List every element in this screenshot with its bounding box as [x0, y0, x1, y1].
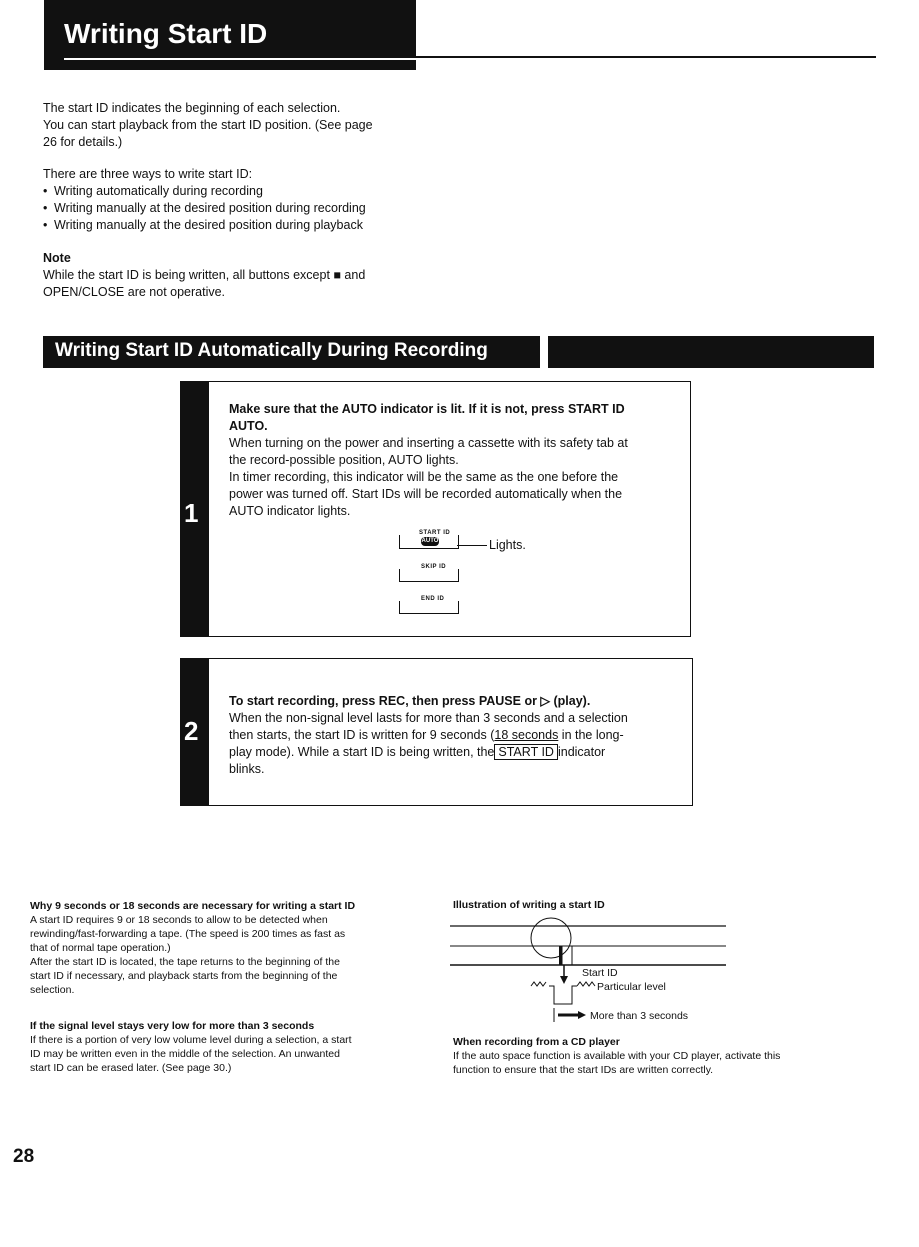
cd-line: If the auto space function is available with your CD player, activate this: [453, 1050, 781, 1062]
indicator-label: END ID: [421, 596, 445, 602]
section-rule: [548, 336, 874, 368]
cd-block: [453, 1035, 853, 1077]
page-title-bar: [44, 0, 416, 70]
low-level-line: ID may be written even in the middle of the selection. An unwanted: [30, 1048, 340, 1060]
title-rule: [416, 56, 876, 58]
list-item: • Writing manually at the desired position during playback: [43, 217, 443, 234]
more-than-label: More than 3 seconds: [590, 1010, 689, 1022]
step-1-text: [229, 401, 679, 520]
step-1-body-line: the record-possible position, AUTO lights.: [229, 453, 459, 467]
step-2-text: [229, 693, 684, 778]
auto-lamp: AUTO: [421, 538, 439, 544]
skip-id-indicator: [399, 564, 459, 582]
step-1-heading: Make sure that the AUTO indicator is lit. If it is not, press START ID: [229, 402, 625, 416]
why-line: selection.: [30, 984, 75, 996]
ways-intro: There are three ways to write start ID:: [43, 167, 253, 181]
note-line: OPEN/CLOSE are not operative.: [43, 285, 226, 299]
step-2-body-line: then starts, the start ID is written for 9 seconds (18 seconds in the long-: [229, 728, 624, 742]
cd-heading: When recording from a CD player: [453, 1036, 620, 1048]
page-title: Writing Start ID: [64, 18, 268, 49]
why-line: that of normal tape operation.): [30, 942, 171, 954]
step-1-body-line: When turning on the power and inserting a cassette with its safety tab at: [229, 436, 628, 450]
intro-line: The start ID indicates the beginning of each selection.: [43, 101, 341, 115]
section-title-bar: [43, 336, 540, 368]
step-1-heading: AUTO.: [229, 419, 268, 433]
step-2-body-line: When the non-signal level lasts for more than 3 seconds and a selection: [229, 711, 628, 725]
indicator-label: START ID: [419, 530, 451, 536]
ways-list: [43, 166, 443, 234]
lights-leader-line: [457, 545, 487, 546]
low-level-heading: If the signal level stays very low for more than 3 seconds: [30, 1020, 315, 1032]
step-1-body-line: power was turned off. Start IDs will be recorded automatically when the: [229, 487, 623, 501]
end-id-indicator: [399, 596, 459, 614]
section-title: Writing Start ID Automatically During Recording: [55, 340, 488, 361]
step-2-heading: To start recording, press REC, then press PAUSE or ▷ (play).: [229, 694, 591, 708]
start-id-indicator-label: START ID: [494, 744, 558, 760]
step-2-body-line: blinks.: [229, 762, 265, 776]
why-heading: Why 9 seconds or 18 seconds are necessary for writing a start ID: [30, 900, 356, 912]
list-item: • Writing automatically during recording: [43, 183, 443, 200]
particular-level-label: Particular level: [597, 981, 666, 993]
page-number: 28: [13, 1146, 35, 1167]
start-id-indicator: [399, 530, 459, 549]
cd-line: function to ensure that the start IDs are written correctly.: [453, 1064, 714, 1076]
why-block: [30, 899, 430, 997]
list-item: • Writing manually at the desired position during recording: [43, 200, 443, 217]
low-level-line: If there is a portion of very low volume level during a selection, a start: [30, 1034, 352, 1046]
step-2-body-line: play mode). While a start ID is being written, the START ID indicator: [229, 745, 606, 759]
intro-line: You can start playback from the start ID position. (See page: [43, 118, 373, 132]
title-underline: [64, 58, 416, 60]
intro-paragraph: [43, 100, 423, 151]
why-line: A start ID requires 9 or 18 seconds to allow to be detected when: [30, 914, 328, 926]
step-1-body-line: In timer recording, this indicator will be the same as the one before the: [229, 470, 619, 484]
low-level-line: start ID can be erased later. (See page 30.): [30, 1062, 232, 1074]
step-2-number: 2: [184, 716, 199, 746]
start-id-label: Start ID: [582, 967, 618, 979]
note-heading: Note: [43, 251, 71, 265]
note-line: While the start ID is being written, all buttons except ■ and: [43, 268, 366, 282]
step-1-body-line: AUTO indicator lights.: [229, 504, 351, 518]
note-block: [43, 250, 443, 301]
illustration-heading: Illustration of writing a start ID: [453, 899, 605, 911]
intro-line: 26 for details.): [43, 135, 123, 149]
why-line: rewinding/fast-forwarding a tape. (The speed is 200 times as fast as: [30, 928, 346, 940]
indicator-label: SKIP ID: [421, 564, 447, 570]
why-line: start ID if necessary, and playback starts from the beginning of the: [30, 970, 338, 982]
lights-label: Lights.: [489, 538, 526, 552]
why-line: After the start ID is located, the tape returns to the beginning of the: [30, 956, 340, 968]
step-1-number: 1: [184, 498, 199, 528]
low-level-block: [30, 1019, 430, 1075]
